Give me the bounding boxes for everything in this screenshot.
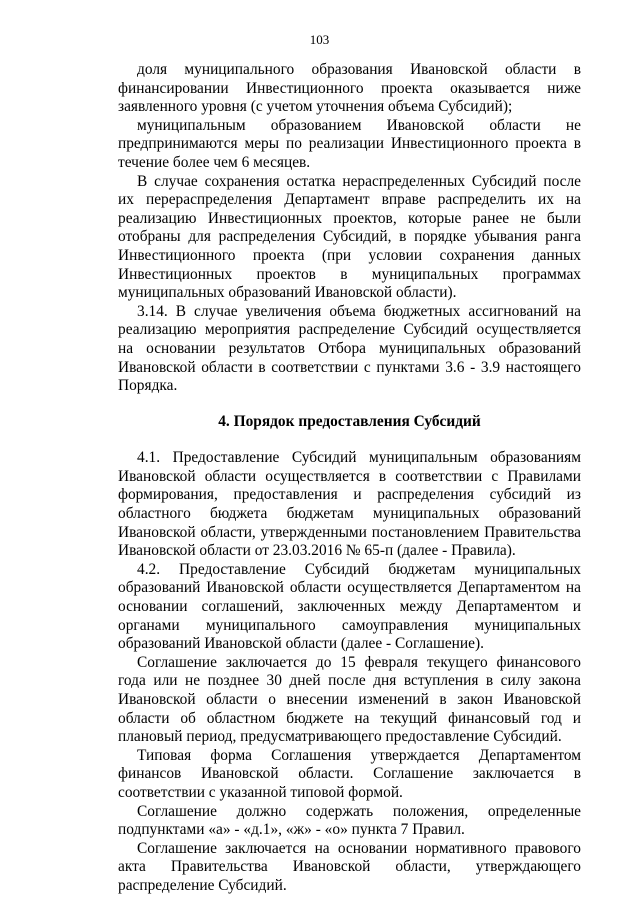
paragraph: Соглашение заключается до 15 февраля текущего финансового года или не позднее 30 дней после дня вступления в силу закона Ивановской области о внесении изменений в закон Ивановской области об областном бюджете на текущий финансовый год и плановый период, предусматривающего предоставление Субсидий. [118,653,581,746]
document-body [118,61,581,896]
paragraph: 4.2. Предоставление Субсидий бюджетам муниципальных образований Ивановской области осуществляется Департаментом на основании соглашений, заключенных между Департаментом и органами муниципального самоуправления муниципальных образований Ивановской области (далее - Соглашение). [118,560,581,653]
paragraph: муниципальным образованием Ивановской области не предпринимаются меры по реализации Инвестиционного проекта в течение более чем 6 месяцев. [118,116,581,171]
paragraph: Типовая форма Соглашения утверждается Департаментом финансов Ивановской области. Соглашение заключается в соответствии с указанной типовой формой. [118,746,581,801]
page-number: 103 [309,32,330,47]
paragraph: Соглашение заключается на основании нормативного правового акта Правительства Ивановской области, утверждающего распределение Субсидий. [118,839,581,894]
paragraph: В случае сохранения остатка нераспределенных Субсидий после их перераспределения Департамент вправе распределить их на реализацию Инвестиционных проектов, которые ранее не были отобраны для распределения Субсидий, в порядке убывания ранга Инвестиционного проекта (при условии сохранения данных Инвестиционных проектов в муниципальных программах муниципальных образований Ивановской области). [118,172,581,302]
paragraph: 3.14. В случае увеличения объема бюджетных ассигнований на реализацию мероприятия распределение Субсидий осуществляется на основании результатов Отбора муниципальных образований Ивановской области в соответствии с пунктами 3.6 - 3.9 настоящего Порядка. [118,302,581,395]
paragraph: доля муниципального образования Ивановской области в финансировании Инвестиционного проекта оказывается ниже заявленного уровня (с учетом уточнения объема Субсидий); [118,61,581,116]
paragraph: Соглашение должно содержать положения, определенные подпунктами «а» - «д.1», «ж» - «о» пункта 7 Правил. [118,802,581,839]
paragraph: 4.1. Предоставление Субсидий муниципальным образованиям Ивановской области осуществляется в соответствии с Правилами формирования, предоставления и распределения субсидий из областного бюджета бюджетам муниципальных образований Ивановской области, утвержденными постановлением Правительства Ивановской области от 23.03.2016 № 65-п (далее - Правила). [118,449,581,560]
section-heading: 4. Порядок предоставления Субсидий [218,412,481,430]
